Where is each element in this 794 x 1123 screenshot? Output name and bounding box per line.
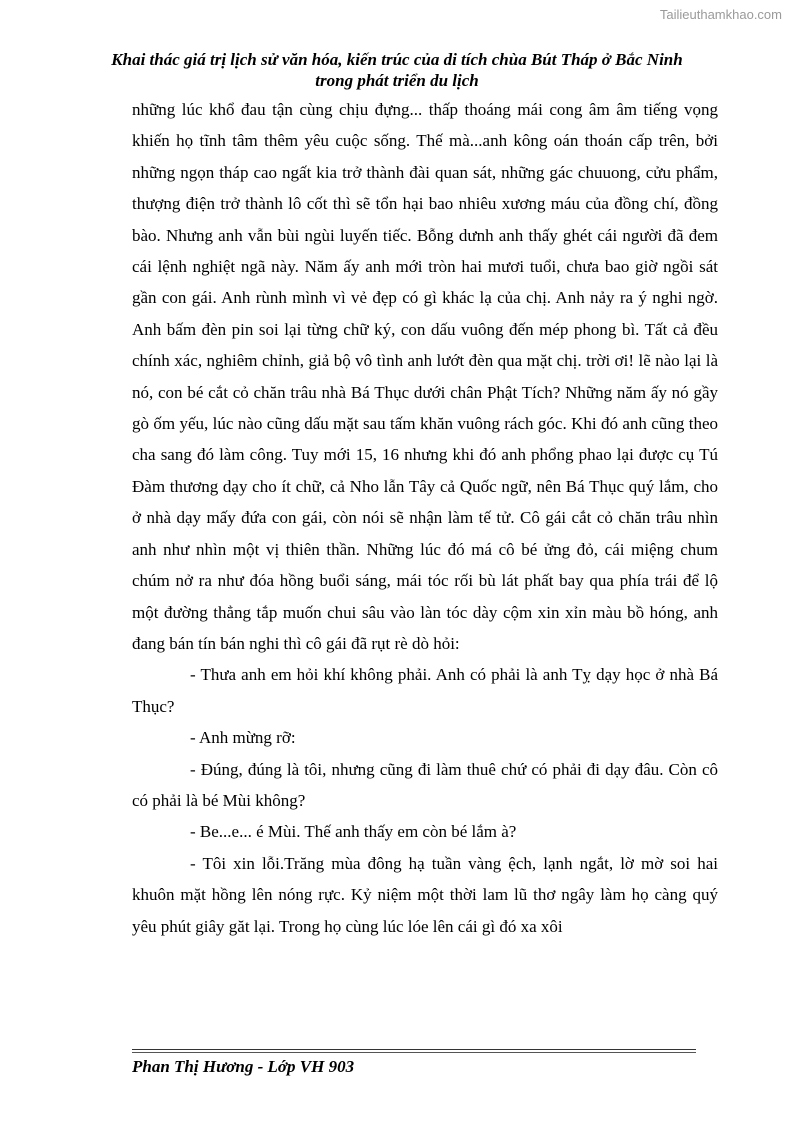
paragraph: - Tôi xin lỗi.Trăng mùa đông hạ tuần vàng ệch, lạnh ngắt, lờ mờ soi hai khuôn mặt hồng lên nóng rực. Kỷ niệm một thời lam lũ thơ ngây làm họ càng quý yêu phút giây găt lại. Trong họ cùng lúc lóe lên cái gì đó xa xôi bbox=[132, 853, 718, 936]
footer-divider bbox=[132, 1049, 696, 1050]
paragraph: - Be...e... é Mùi. Thế anh thấy em còn bé lắm à? bbox=[190, 822, 517, 842]
body-text bbox=[132, 94, 718, 942]
footer-divider bbox=[132, 1052, 696, 1053]
paragraph: - Thưa anh em hỏi khí không phải. Anh có phải là anh Tỵ dạy học ở nhà Bá Thục? bbox=[132, 665, 718, 716]
watermark: Tailieuthamkhao.com bbox=[659, 7, 782, 22]
footer-author: Phan Thị Hương - Lớp VH 903 bbox=[132, 1057, 355, 1076]
paragraph: - Đúng, đúng là tôi, nhưng cũng đi làm thuê chứ có phải đi dạy đâu. Còn cô có phải là bé Mùi không? bbox=[132, 759, 718, 810]
paragraph: - Anh mừng rỡ: bbox=[190, 728, 296, 748]
page-header-title: Khai thác giá trị lịch sử văn hóa, kiến trúc của di tích chùa Bút Tháp ở Bắc Ninh trong phát triển du lịch bbox=[111, 50, 683, 90]
paragraph: những lúc khổ đau tận cùng chịu đựng... thấp thoáng mái cong âm âm tiếng vọng khiến họ tĩnh tâm thêm yêu cuộc sống. Thế mà...anh kông oán thoán cấp trên, bởi những ngọn tháp cao ngất kia trở thành đài quan sát, những gác chuuong, cửu phẩm, thượng điện trở thành lô cốt thì sẽ tổn hại bao nhiêu xương máu của đồng chí, đồng bào. Nhưng anh vẫn bùi ngùi luyến tiếc. Bỗng dưnh anh thấy ghét cái người đã đem cái lệnh nghiệt ngã này. Năm ấy anh mới tròn hai mươi tuổi, chưa bao giờ ngồi sát gần con gái. Anh rùnh mình vì vẻ đẹp có gì khác lạ của chị. Anh nảy ra ý nghi ngờ. Anh bấm đèn pin soi lại từng chữ ký, con dấu vuông đến mép phong bì. Tất cả đều chính xác, nghiêm chỉnh, giả bộ vô tình anh lướt đèn qua mặt chị. trời ơi! lẽ nào lại là nó, con bé cắt cỏ chăn trâu nhà Bá Thục dưới chân Phật Tích? Những năm ấy nó gầy gò ốm yếu, lúc nào cũng dấu mặt sau tấm khăn vuông rách góc. Khi đó anh cũng theo cha sang đó làm công. Tuy mới 15, 16 nhưng khi đó anh phổng phao lại được cụ Tú Đàm thương dạy cho ít chữ, cả Nho lẫn Tây cả Quốc ngữ, nên Bá Thục quý lắm, cho ở nhà dạy mấy đứa con gái, còn nói sẽ nhận làm tế tử. Cô gái cắt cỏ chăn trâu nhìn anh như nhìn một vị thiên thần. Những lúc đó má cô bé ửng đỏ, cái miệng chum chúm nở ra như đóa hồng buổi sáng, mái tóc rối bù lát phất bay qua phía trái để lộ một đường thẳng tắp muốn chui sâu vào làn tóc dày cộm xin xỉn màu bồ hóng, anh đang bán tín bán nghi thì cô gái đã rụt rè dò hỏi: bbox=[132, 100, 718, 653]
